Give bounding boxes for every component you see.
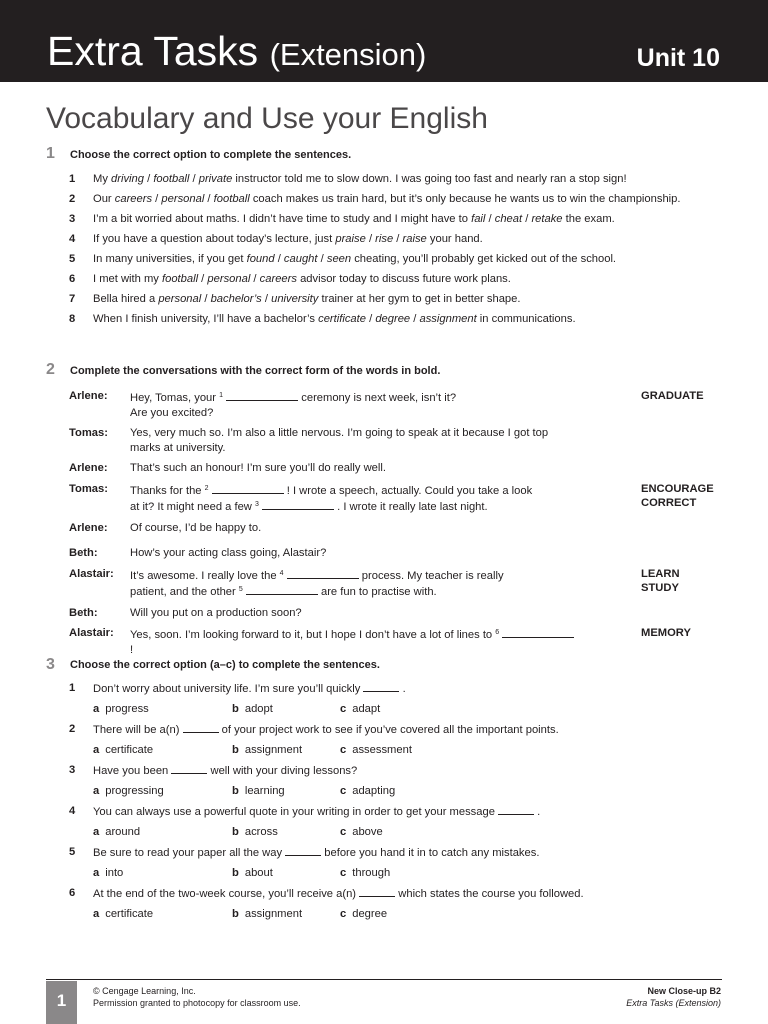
sentence-text: /	[261, 293, 272, 305]
answer-gap[interactable]	[287, 568, 359, 579]
item-number: 7	[69, 293, 76, 305]
question-text-end: of your project work to see if you’ve covered all the important points.	[218, 724, 559, 736]
sentence-text: /	[198, 273, 208, 285]
exercise-3-number: 3	[46, 656, 55, 673]
option-text: into	[105, 867, 124, 879]
dialogue-segment: Yes, soon. I’m looking forward to it, but I hope I don’t have a lot of lines to	[130, 629, 496, 641]
option-text: learning	[244, 785, 285, 797]
speaker-name: Arlene:	[69, 521, 108, 534]
answer-option[interactable]	[232, 743, 302, 757]
question-text: At the end of the two-week course, you’ll receive a(n)	[93, 888, 357, 900]
answer-option[interactable]	[340, 907, 387, 921]
speaker-name: Beth:	[69, 547, 98, 559]
item-number: 1	[69, 173, 76, 185]
sentence-text: /	[522, 213, 532, 225]
footer-divider	[46, 979, 722, 980]
gap-number: 6	[495, 629, 500, 636]
keyword-word: STUDY	[641, 582, 679, 594]
option-letter: a	[93, 867, 100, 879]
dialogue-segment: Are you excited?	[130, 406, 214, 419]
dialogue-text	[130, 389, 580, 420]
dialogue-line	[69, 546, 729, 561]
answer-option[interactable]	[340, 784, 395, 798]
question-item	[69, 804, 709, 819]
answer-gap[interactable]	[359, 886, 395, 897]
option-word[interactable]: careers	[114, 193, 153, 205]
unit-label: Unit 10	[636, 44, 720, 72]
dialogue-line	[69, 606, 729, 621]
option-letter: a	[93, 908, 100, 920]
answer-option[interactable]	[93, 825, 140, 839]
question-number: 6	[69, 887, 76, 899]
title-main: Extra Tasks	[47, 28, 259, 74]
option-word[interactable]: found	[246, 253, 275, 265]
option-word[interactable]: personal	[158, 293, 202, 305]
permission-text: Permission granted to photocopy for classroom use.	[93, 998, 301, 1008]
question-item	[69, 681, 709, 696]
option-row	[69, 784, 709, 798]
answer-gap[interactable]	[262, 499, 334, 510]
item-text	[93, 273, 511, 285]
section-title: Vocabulary and Use your English	[46, 102, 488, 135]
exercise-3-instruction: Choose the correct option (a–c) to complete the sentences.	[70, 659, 380, 671]
answer-option[interactable]	[232, 866, 273, 880]
option-letter: a	[93, 826, 100, 838]
option-word[interactable]: fail	[471, 213, 486, 225]
keyword-word: GRADUATE	[641, 390, 704, 402]
dialogue-text	[130, 626, 580, 657]
gap-number: 2	[204, 484, 209, 492]
option-letter: c	[340, 867, 347, 879]
dialogue-segment: That’s such an honour! I’m sure you’ll do really well.	[130, 462, 386, 474]
sentence-text: /	[365, 313, 376, 325]
speaker-name: Tomas:	[69, 482, 108, 495]
sentence-text: /	[393, 233, 403, 245]
question-number: 2	[69, 723, 76, 735]
exercise-1-item	[69, 192, 709, 206]
sentence-text: /	[144, 173, 154, 185]
answer-gap[interactable]	[171, 763, 207, 774]
exercise-1-item	[69, 292, 709, 306]
answer-option[interactable]	[340, 866, 390, 880]
sentence-text: /	[410, 313, 420, 325]
option-word[interactable]: personal	[207, 273, 251, 285]
option-letter: c	[340, 908, 347, 920]
speaker-name: Alastair:	[69, 567, 114, 580]
gap-number: 5	[238, 586, 243, 593]
option-word[interactable]: caught	[283, 253, 318, 265]
sentence-text: Bella hired a	[93, 293, 159, 305]
answer-option[interactable]	[93, 866, 123, 880]
item-text	[93, 193, 681, 205]
option-text: around	[105, 826, 141, 838]
sentence-text: Our	[93, 193, 115, 205]
keyword-word: MEMORY	[641, 627, 691, 639]
question-text-end: well with your diving lessons?	[207, 765, 358, 777]
exercise-2-number: 2	[46, 361, 55, 378]
item-number: 4	[69, 233, 76, 245]
series-title: Extra Tasks (Extension)	[626, 998, 721, 1008]
dialogue-line	[69, 521, 729, 536]
dialogue-segment: Of course, I’d be happy to.	[130, 521, 262, 534]
question-item	[69, 763, 709, 778]
speaker-name: Beth:	[69, 606, 98, 619]
dialogue-segment: How’s your acting class going, Alastair?	[130, 547, 327, 559]
question-number: 5	[69, 846, 76, 858]
option-row	[69, 825, 709, 839]
book-title: New Close-up B2	[647, 986, 721, 996]
sentence-text: /	[485, 213, 495, 225]
answer-option[interactable]	[340, 825, 383, 839]
option-text: through	[352, 867, 391, 879]
item-number: 3	[69, 213, 76, 225]
answer-option[interactable]	[340, 702, 380, 716]
gap-number: 1	[219, 392, 224, 399]
question-item	[69, 722, 709, 737]
option-text: degree	[352, 908, 388, 920]
option-letter: c	[340, 744, 347, 756]
question-number: 3	[69, 764, 76, 776]
dialogue-line	[69, 626, 729, 657]
option-word[interactable]: bachelor’s	[210, 293, 262, 305]
option-letter: b	[232, 826, 239, 838]
option-text: progressing	[105, 785, 164, 797]
dialogue-segment: process. My teacher is really	[358, 569, 504, 582]
option-row	[69, 866, 709, 880]
dialogue-line	[69, 567, 729, 600]
option-row	[69, 743, 709, 757]
sentence-text: /	[152, 193, 162, 205]
item-number: 5	[69, 253, 76, 265]
option-text: about	[244, 867, 273, 879]
option-text: certificate	[105, 908, 154, 920]
footer-right	[626, 985, 721, 1009]
exercise-1-item	[69, 212, 709, 226]
answer-option[interactable]	[232, 825, 278, 839]
sentence-text: advisor today to discuss future work plans.	[296, 273, 511, 285]
dialogue-line	[69, 461, 729, 476]
keyword-column	[641, 389, 704, 404]
dialogue-line	[69, 389, 729, 420]
sentence-text: cheating, you’ll probably get kicked out of the school.	[351, 253, 617, 265]
dialogue-segment: patient, and the other	[130, 586, 239, 598]
copyright-text: © Cengage Learning, Inc.	[93, 986, 196, 996]
question-number: 4	[69, 805, 76, 817]
option-word[interactable]: praise	[335, 233, 366, 245]
sentence-text: instructor told me to slow down. I was going too fast and nearly ran a stop sign!	[232, 173, 627, 185]
title-sub: (Extension)	[269, 37, 427, 72]
exercise-1-item	[69, 272, 709, 286]
item-text	[93, 293, 520, 305]
speaker-name: Arlene:	[69, 390, 108, 402]
answer-option[interactable]	[232, 784, 285, 798]
option-word[interactable]: personal	[161, 193, 205, 205]
option-word[interactable]: private	[198, 173, 233, 185]
question-text: You can always use a powerful quote in your writing in order to get your message	[93, 806, 495, 818]
item-text	[93, 213, 615, 225]
answer-gap[interactable]	[183, 722, 219, 733]
answer-gap[interactable]	[363, 681, 399, 692]
option-word[interactable]: degree	[375, 313, 411, 325]
sentence-text: I met with my	[93, 273, 162, 285]
answer-gap[interactable]	[226, 390, 298, 401]
exercise-1-item	[69, 172, 709, 186]
dialogue-line	[69, 426, 729, 455]
option-text: assignment	[244, 908, 303, 920]
dialogue-segment: Will you put on a production soon?	[130, 606, 302, 619]
question-text-end: which states the course you followed.	[395, 888, 584, 900]
option-word[interactable]: seen	[326, 253, 352, 265]
option-word[interactable]: university	[271, 293, 319, 305]
dialogue-segment: at it? It might need a few	[130, 501, 255, 513]
option-letter: a	[93, 744, 100, 756]
exercise-1-item	[69, 252, 709, 266]
question-text-end: .	[399, 683, 406, 695]
sentence-text: In many universities, if you get	[93, 253, 247, 265]
answer-option[interactable]	[340, 743, 412, 757]
page-number: 1	[46, 981, 77, 1024]
answer-option[interactable]	[93, 743, 153, 757]
dialogue-line	[69, 482, 729, 515]
question-text-end: before you hand it in to catch any mistakes.	[321, 847, 540, 859]
option-letter: c	[340, 785, 347, 797]
item-text	[93, 313, 576, 325]
question-text: Have you been	[93, 765, 169, 777]
dialogue-segment: . I wrote it really late last night.	[334, 501, 488, 513]
dialogue-text	[130, 606, 580, 621]
dialogue-segment: are fun to practise with.	[317, 586, 437, 598]
sentence-text: My	[93, 173, 112, 185]
keyword-word: LEARN	[641, 567, 680, 580]
answer-option[interactable]	[93, 784, 164, 798]
sentence-text: /	[189, 173, 199, 185]
sentence-text: When I finish university, I’ll have a bachelor’s	[93, 313, 319, 325]
answer-gap[interactable]	[212, 483, 284, 494]
option-word[interactable]: driving	[111, 173, 144, 185]
question-text-end: .	[534, 806, 541, 818]
dialogue-text	[130, 567, 580, 600]
item-number: 6	[69, 273, 76, 285]
sentence-text: /	[365, 233, 376, 245]
dialogue-segment: It’s awesome. I really love the	[130, 569, 280, 582]
option-word[interactable]: rise	[375, 233, 394, 245]
footer-left	[93, 985, 301, 1009]
speaker-name: Alastair:	[69, 627, 114, 639]
keyword-column	[641, 482, 714, 511]
dialogue-segment: Hey, Tomas, your	[130, 392, 220, 404]
dialogue-text	[130, 461, 580, 476]
option-text: adapting	[352, 785, 396, 797]
speaker-name: Arlene:	[69, 462, 108, 474]
option-word[interactable]: football	[153, 173, 190, 185]
option-text: progress	[105, 703, 149, 715]
question-text: Don’t worry about university life. I’m sure you’ll quickly	[93, 683, 361, 695]
option-letter: b	[232, 867, 239, 879]
option-word[interactable]: raise	[402, 233, 427, 245]
item-number: 2	[69, 193, 76, 205]
item-number: 8	[69, 313, 76, 325]
sentence-text: /	[317, 253, 327, 265]
keyword-column	[641, 567, 680, 596]
speaker-name: Tomas:	[69, 427, 108, 439]
option-word[interactable]: careers	[259, 273, 297, 285]
option-letter: a	[93, 785, 100, 797]
exercise-1-list	[69, 172, 709, 332]
keyword-word: ENCOURAGE	[641, 482, 714, 495]
item-text	[93, 253, 616, 265]
option-word[interactable]: certificate	[318, 313, 366, 325]
option-word[interactable]: football	[213, 193, 250, 205]
option-row	[69, 702, 709, 716]
option-text: adapt	[352, 703, 381, 715]
sentence-text: I’m a bit worried about maths. I didn’t have time to study and I might have to	[93, 213, 472, 225]
sentence-text: coach makes us train hard, but it’s only because he wants us to win the championship.	[249, 193, 681, 205]
conversation-2	[69, 546, 729, 663]
option-text: certificate	[105, 744, 154, 756]
option-letter: c	[340, 826, 347, 838]
answer-gap[interactable]	[502, 627, 574, 638]
option-word[interactable]: retake	[531, 213, 563, 225]
option-letter: b	[232, 703, 239, 715]
gap-number: 4	[279, 569, 284, 577]
sentence-text: the exam.	[562, 213, 615, 225]
sentence-text: If you have a question about today’s lecture, just	[93, 233, 336, 245]
exercise-1-item	[69, 312, 709, 326]
option-letter: a	[93, 703, 100, 715]
option-text: across	[244, 826, 278, 838]
answer-gap[interactable]	[498, 804, 534, 815]
page-title	[47, 28, 426, 78]
dialogue-text	[130, 426, 580, 455]
option-word[interactable]: cheat	[494, 213, 523, 225]
option-text: assignment	[244, 744, 303, 756]
exercise-2-instruction: Complete the conversations with the correct form of the words in bold.	[70, 365, 441, 377]
option-text: above	[352, 826, 383, 838]
answer-gap[interactable]	[246, 584, 318, 595]
sentence-text: /	[274, 253, 284, 265]
exercise-1-instruction: Choose the correct option to complete the sentences.	[70, 149, 352, 161]
dialogue-text	[130, 546, 580, 561]
dialogue-text	[130, 482, 580, 515]
option-word[interactable]: football	[162, 273, 199, 285]
exercise-1-item	[69, 232, 709, 246]
sentence-text: in communications.	[476, 313, 576, 325]
answer-option[interactable]	[93, 702, 149, 716]
answer-option[interactable]	[232, 907, 302, 921]
exercise-3-list	[69, 681, 709, 927]
dialogue-segment: ! I wrote a speech, actually. Could you take a look	[283, 484, 533, 497]
answer-option[interactable]	[93, 907, 153, 921]
dialogue-segment: ceremony is next week, isn’t it?	[298, 392, 457, 404]
question-text: There will be a(n)	[93, 724, 180, 736]
sentence-text: /	[250, 273, 260, 285]
option-row	[69, 907, 709, 921]
header-bar	[0, 0, 768, 82]
option-letter: b	[232, 785, 239, 797]
option-letter: c	[340, 703, 347, 715]
question-number: 1	[69, 682, 76, 694]
question-item	[69, 886, 709, 901]
dialogue-segment: Thanks for the	[130, 484, 205, 497]
option-letter: b	[232, 908, 239, 920]
keyword-column	[641, 626, 691, 641]
sentence-text: /	[204, 193, 214, 205]
option-word[interactable]: assignment	[419, 313, 477, 325]
dialogue-segment: !	[130, 643, 134, 656]
dialogue-text	[130, 521, 580, 536]
answer-option[interactable]	[232, 702, 273, 716]
question-text: Be sure to read your paper all the way	[93, 847, 283, 859]
sentence-text: /	[201, 293, 211, 305]
exercise-1-number: 1	[46, 145, 55, 162]
option-text: adopt	[244, 703, 273, 715]
gap-number: 3	[255, 501, 259, 508]
option-letter: b	[232, 744, 239, 756]
sentence-text: trainer at her gym to get in better shape.	[318, 293, 521, 305]
keyword-word: CORRECT	[641, 497, 697, 509]
answer-gap[interactable]	[285, 845, 321, 856]
item-text	[93, 173, 627, 185]
conversation-1	[69, 389, 729, 541]
dialogue-segment: Yes, very much so. I’m also a little nervous. I’m going to speak at it because I got top marks at university.	[130, 427, 549, 454]
item-text	[93, 233, 483, 245]
question-item	[69, 845, 709, 860]
option-text: assessment	[352, 744, 412, 756]
sentence-text: your hand.	[426, 233, 483, 245]
